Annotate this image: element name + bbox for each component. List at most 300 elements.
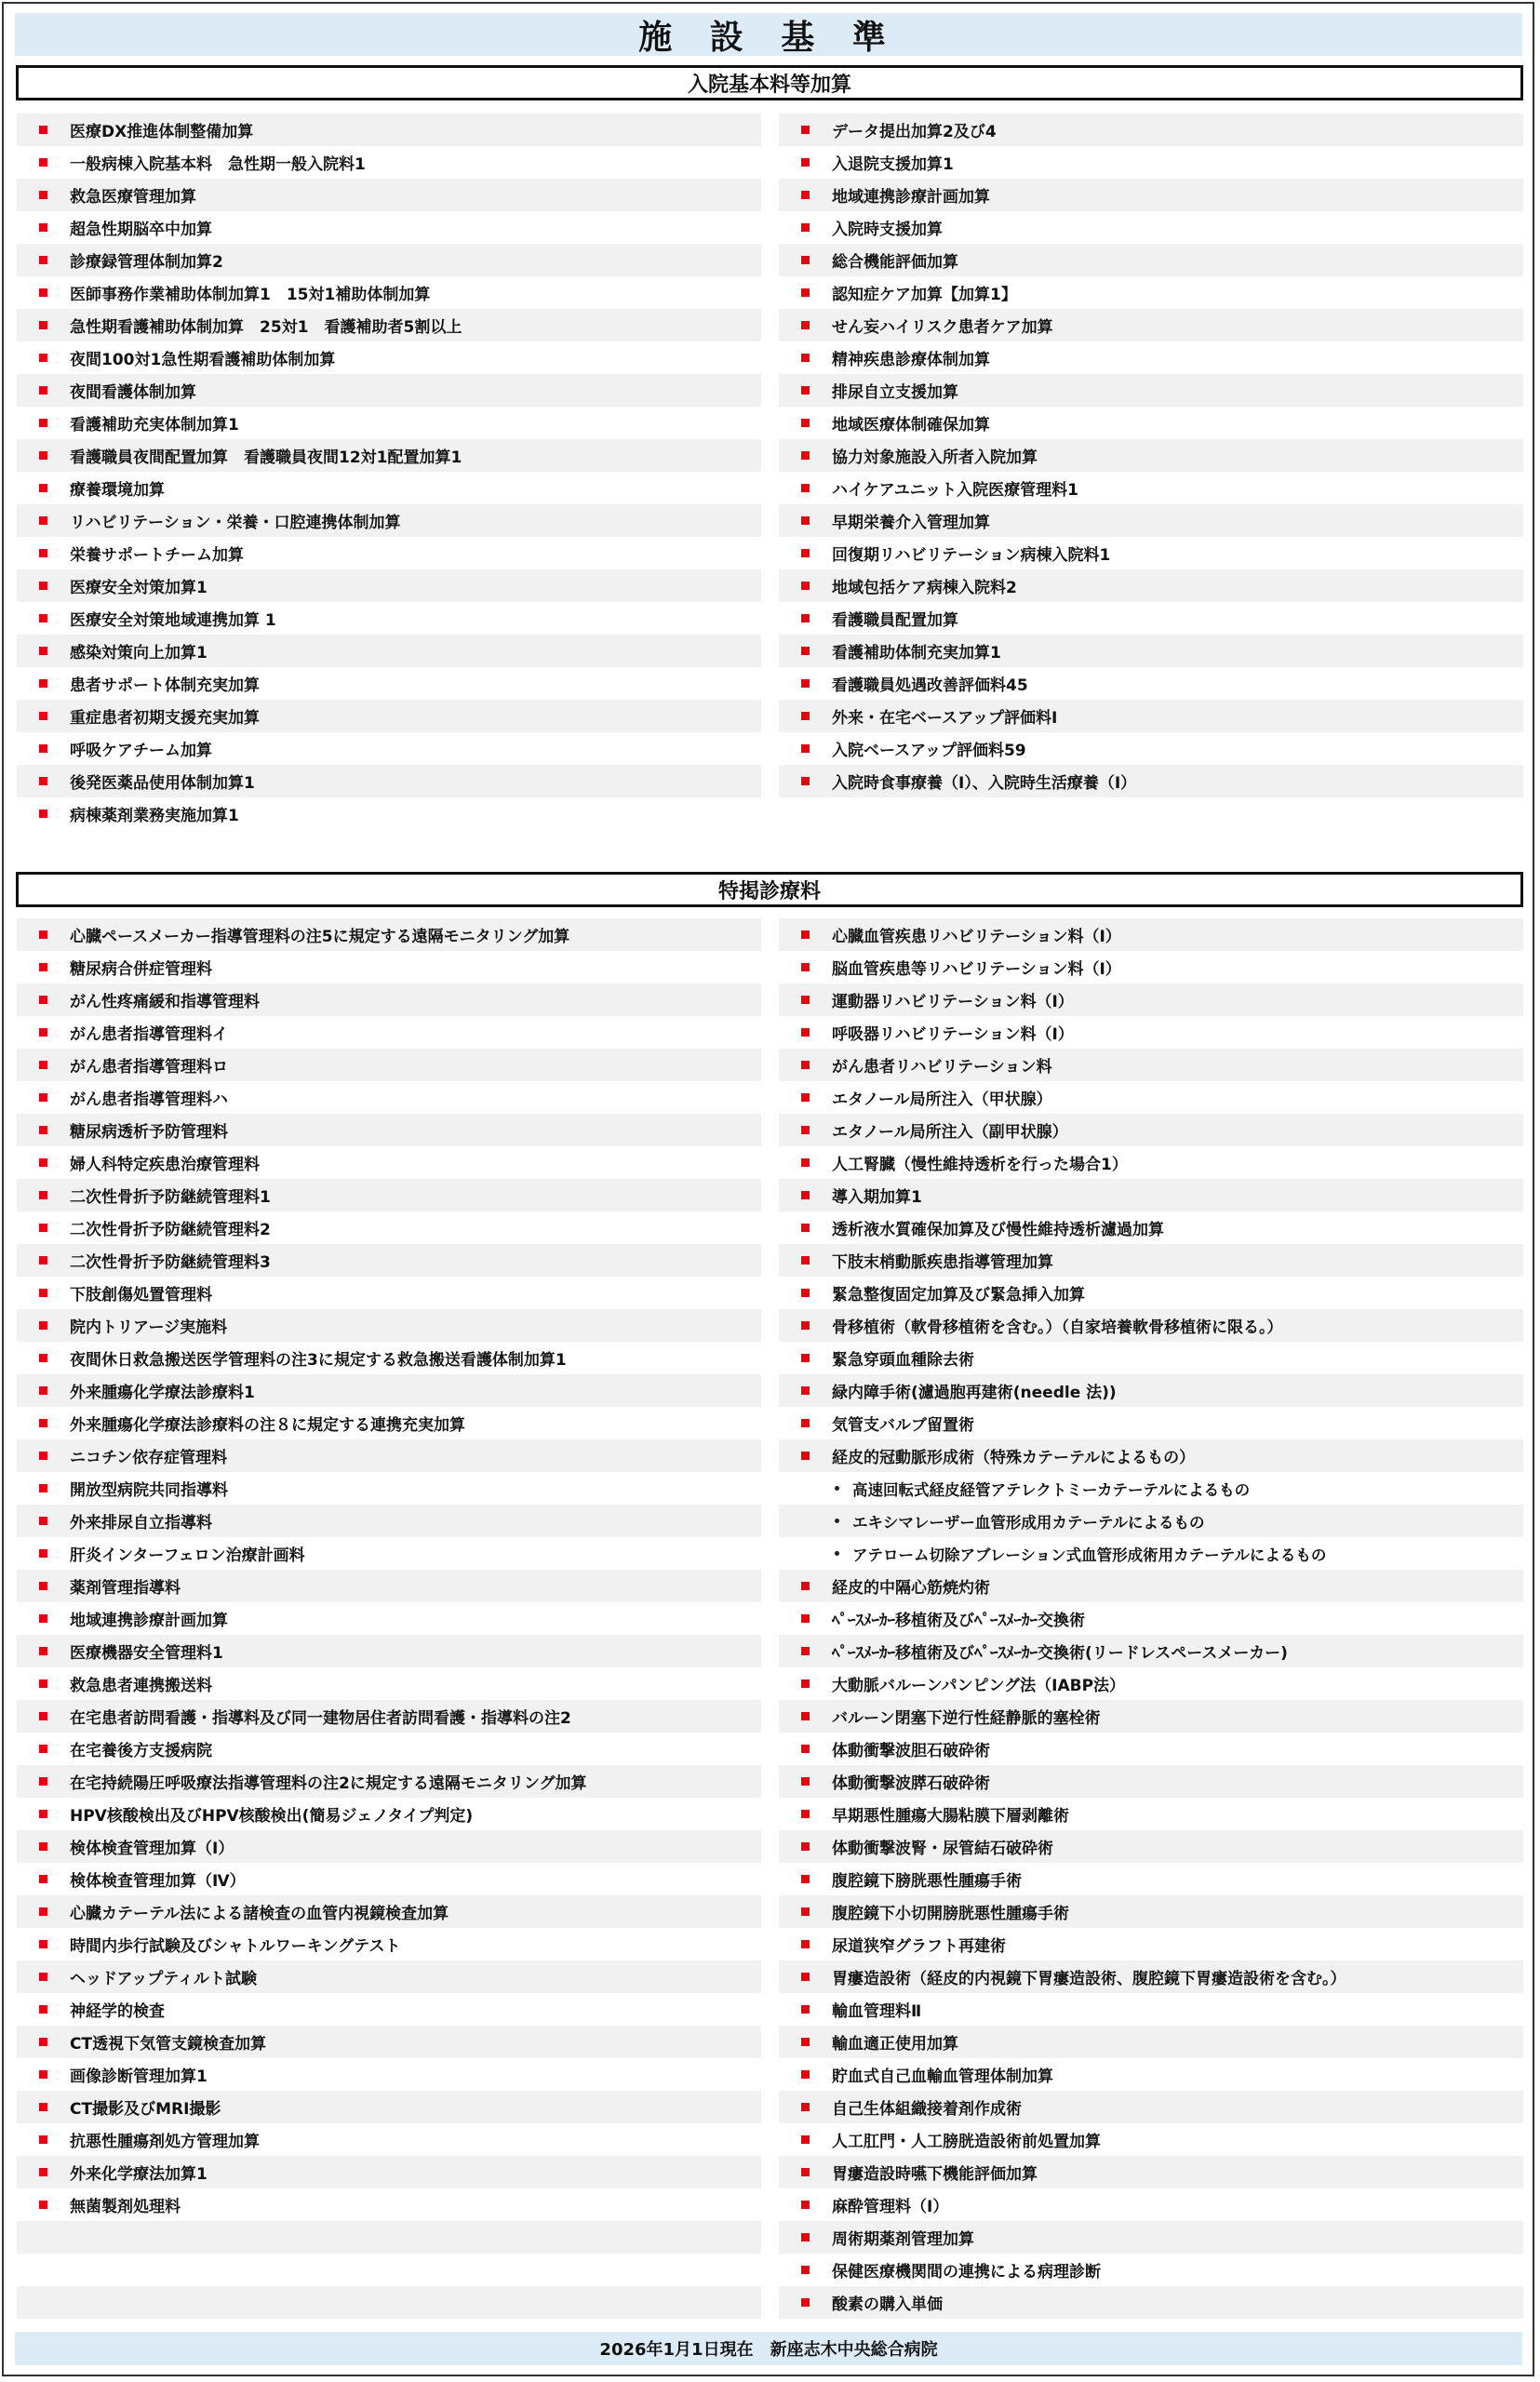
red-square-bullet-icon [39, 1419, 47, 1427]
list-item [779, 1765, 1523, 1798]
list-item [17, 2091, 761, 2123]
red-square-bullet-icon [801, 1647, 810, 1655]
list-item [779, 504, 1523, 537]
red-square-bullet-icon [39, 191, 47, 199]
red-square-bullet-icon [801, 1158, 810, 1167]
list-item [779, 2221, 1523, 2254]
list-item-text: CT透視下気管支鏡検査加算 [70, 2035, 267, 2054]
list-item-text: 自己生体組織接着剤作成術 [832, 2100, 1022, 2119]
list-item [779, 1374, 1523, 1407]
list-item-text: バルーン閉塞下逆行性経静脈的塞栓術 [832, 1709, 1101, 1728]
list-item [779, 1537, 1523, 1570]
list-item-text: がん患者指導管理料イ [70, 1025, 228, 1044]
list-item [779, 1309, 1523, 1342]
list-item-text: 経皮的中隔心筋焼灼術 [832, 1579, 990, 1598]
list-item [17, 1863, 761, 1895]
list-item-text: 一般病棟入院基本料 急性期一般入院料1 [70, 155, 366, 174]
red-square-bullet-icon [801, 712, 810, 720]
red-square-bullet-icon [39, 1940, 47, 1948]
list-item [779, 146, 1523, 179]
list-item-text: 薬剤管理指導料 [70, 1579, 181, 1598]
red-square-bullet-icon [39, 1712, 47, 1720]
red-square-bullet-icon [801, 1452, 810, 1460]
list-item [779, 1733, 1523, 1765]
list-item-text: 救急患者連携搬送料 [70, 1677, 212, 1695]
red-square-bullet-icon [801, 2266, 810, 2274]
red-square-bullet-icon [801, 1061, 810, 1069]
list-item-text: 体動衝撃波胆石破砕術 [832, 1742, 990, 1760]
list-item [17, 2123, 761, 2156]
red-square-bullet-icon [801, 1126, 810, 1134]
sub-bullet-dot-icon [835, 1519, 839, 1523]
red-square-bullet-icon [801, 1224, 810, 1232]
list-item-text: 検体検査管理加算（Ⅳ） [70, 1872, 246, 1891]
list-item [17, 2026, 761, 2058]
red-square-bullet-icon [801, 451, 810, 460]
list-item [17, 1179, 761, 1211]
list-item-text: 患者サポート体制充実加算 [70, 676, 260, 695]
list-item-text: 栄養サポートチーム加算 [70, 546, 244, 565]
list-item [17, 1374, 761, 1407]
list-item-text: 早期栄養介入管理加算 [832, 514, 990, 532]
list-item-text: 呼吸ケアチーム加算 [70, 742, 212, 760]
list-item [779, 918, 1523, 951]
list-item-text: 麻酔管理料（Ⅰ） [832, 2198, 949, 2216]
list-item-text: 夜間看護体制加算 [70, 383, 196, 402]
list-item [17, 1830, 761, 1863]
red-square-bullet-icon [39, 1777, 47, 1786]
list-item-text: 看護職員配置加算 [832, 611, 958, 630]
list-item-text: 高速回転式経皮経管アテレクトミーカテーテルによるもの [852, 1480, 1251, 1499]
red-square-bullet-icon [801, 386, 810, 395]
list-item [17, 1765, 761, 1798]
red-square-bullet-icon [801, 1386, 810, 1395]
list-item [779, 537, 1523, 569]
list-item [17, 1244, 761, 1277]
red-square-bullet-icon [801, 191, 810, 199]
red-square-bullet-icon [801, 321, 810, 329]
list-item [17, 309, 761, 341]
list-item-text: 急性期看護補助体制加算 25対1 看護補助者5割以上 [70, 318, 462, 337]
list-item-text: 精神疾患診療体制加算 [832, 351, 990, 369]
red-square-bullet-icon [801, 614, 810, 622]
list-item-text: 腹腔鏡下小切開膀胱悪性腫瘍手術 [832, 1905, 1069, 1923]
list-item [779, 1049, 1523, 1081]
red-square-bullet-icon [801, 647, 810, 655]
sub-bullet-dot-icon [835, 1486, 839, 1491]
red-square-bullet-icon [39, 1679, 47, 1688]
red-square-bullet-icon [39, 963, 47, 971]
list-item [17, 179, 761, 211]
list-item [17, 918, 761, 951]
list-item [17, 1928, 761, 1960]
list-item [779, 569, 1523, 602]
list-item [779, 2026, 1523, 2058]
list-item [779, 2123, 1523, 2156]
red-square-bullet-icon [39, 2005, 47, 2014]
red-square-bullet-icon [801, 223, 810, 232]
list-item [17, 700, 761, 732]
list-item-text: 検体検査管理加算（Ⅰ） [70, 1840, 234, 1858]
list-item-text: 開放型病院共同指導料 [70, 1481, 228, 1500]
red-square-bullet-icon [801, 484, 810, 492]
list-item [17, 1733, 761, 1765]
list-item-text: 心臓血管疾患リハビリテーション料（Ⅰ） [832, 928, 1121, 946]
red-square-bullet-icon [801, 1419, 810, 1427]
red-square-bullet-icon [801, 2103, 810, 2111]
list-item-text: がん患者リハビリテーション料 [832, 1058, 1052, 1077]
red-square-bullet-icon [39, 158, 47, 167]
list-item-text: 夜間100対1急性期看護補助体制加算 [70, 351, 336, 369]
list-item-text: 協力対象施設入所者入院加算 [832, 448, 1038, 467]
red-square-bullet-icon [39, 1549, 47, 1558]
red-square-bullet-icon [39, 1354, 47, 1362]
red-square-bullet-icon [801, 1093, 810, 1102]
list-item [17, 1016, 761, 1049]
list-item-text: 救急医療管理加算 [70, 188, 196, 207]
section-tokkei-left-list [17, 918, 761, 2319]
red-square-bullet-icon [801, 2135, 810, 2144]
list-item [779, 1211, 1523, 1244]
red-square-bullet-icon [39, 1321, 47, 1330]
red-square-bullet-icon [801, 288, 810, 297]
list-item-text: 透析液水質確保加算及び慢性維持透析濾過加算 [832, 1221, 1164, 1239]
list-item [779, 1081, 1523, 1114]
list-item-text: ﾍﾟｰｽﾒｰｶｰ移植術及びﾍﾟｰｽﾒｰｶｰ交換術 [832, 1612, 1085, 1630]
list-item [779, 1277, 1523, 1309]
red-square-bullet-icon [39, 1028, 47, 1037]
red-square-bullet-icon [39, 1061, 47, 1069]
red-square-bullet-icon [39, 256, 47, 264]
list-item-text: 下肢末梢動脈疾患指導管理加算 [832, 1253, 1053, 1272]
list-item [779, 2188, 1523, 2221]
list-item-text: 下肢創傷処置管理料 [70, 1286, 212, 1305]
list-item-text: 入院時支援加算 [832, 221, 943, 239]
list-item-text: 心臓ペースメーカー指導管理料の注5に規定する遠隔モニタリング加算 [70, 928, 570, 946]
red-square-bullet-icon [801, 126, 810, 134]
red-square-bullet-icon [39, 1191, 47, 1199]
red-square-bullet-icon [39, 2135, 47, 2144]
red-square-bullet-icon [39, 2103, 47, 2111]
red-square-bullet-icon [801, 1810, 810, 1818]
red-square-bullet-icon [801, 516, 810, 525]
list-item [17, 1277, 761, 1309]
list-item [17, 146, 761, 179]
list-item [779, 984, 1523, 1016]
list-item [779, 732, 1523, 765]
list-item [779, 2156, 1523, 2188]
list-item [17, 1049, 761, 1081]
list-item-text: 医療DX推進体制整備加算 [70, 123, 254, 141]
list-item [17, 1472, 761, 1505]
list-item-text: データ提出加算2及び4 [832, 123, 997, 141]
list-item-text: 二次性骨折予防継続管理料3 [70, 1253, 271, 1272]
list-item [779, 700, 1523, 732]
list-item [17, 1895, 761, 1928]
red-square-bullet-icon [39, 679, 47, 688]
red-square-bullet-icon [801, 2201, 810, 2209]
list-item [17, 1114, 761, 1146]
red-square-bullet-icon [801, 930, 810, 939]
list-item-text: 貯血式自己血輸血管理体制加算 [832, 2068, 1053, 2086]
list-item [779, 1505, 1523, 1537]
list-item-text: 看護職員夜間配置加算 看護職員夜間12対1配置加算1 [70, 448, 462, 467]
red-square-bullet-icon [39, 1614, 47, 1623]
list-item-text: 呼吸器リハビリテーション料（Ⅰ） [832, 1025, 1074, 1044]
list-item-text: 二次性骨折予防継続管理料1 [70, 1188, 271, 1207]
red-square-bullet-icon [39, 744, 47, 753]
red-square-bullet-icon [39, 2070, 47, 2079]
red-square-bullet-icon [39, 1224, 47, 1232]
list-item-text: 外来腫瘍化学療法診療料1 [70, 1384, 255, 1402]
red-square-bullet-icon [39, 1484, 47, 1492]
section-tokkei-right-list [779, 918, 1523, 2319]
list-item-text: 気管支バルブ留置術 [832, 1416, 974, 1435]
list-item-text: ﾍﾟｰｽﾒｰｶｰ移植術及びﾍﾟｰｽﾒｰｶｰ交換術(リードレスペースメーカー) [832, 1644, 1288, 1663]
list-item-text: 外来化学療法加算1 [70, 2165, 208, 2184]
list-item-text: 排尿自立支援加算 [832, 383, 958, 402]
list-item [17, 602, 761, 635]
list-item-text: 在宅持続陽圧呼吸療法指導管理料の注2に規定する遠隔モニタリング加算 [70, 1774, 587, 1793]
list-item [17, 1211, 761, 1244]
list-item-text: 医師事務作業補助体制加算1 15対1補助体制加算 [70, 286, 431, 304]
list-item [779, 1830, 1523, 1863]
list-item-text: 抗悪性腫瘍剤処方管理加算 [70, 2133, 260, 2151]
red-square-bullet-icon [801, 419, 810, 427]
list-item [779, 1016, 1523, 1049]
list-item-text: リハビリテーション・栄養・口腔連携体制加算 [70, 514, 401, 532]
red-square-bullet-icon [801, 777, 810, 785]
list-item-text: 早期悪性腫瘍大腸粘膜下層剥離術 [832, 1807, 1069, 1826]
list-item-text: 院内トリアージ実施料 [70, 1318, 228, 1337]
section-heading-tokkei: 特掲診療料 [16, 872, 1523, 907]
list-item-text: 総合機能評価加算 [832, 253, 958, 272]
red-square-bullet-icon [39, 712, 47, 720]
red-square-bullet-icon [801, 1973, 810, 1981]
list-item-text: ハイケアユニット入院医療管理料1 [832, 481, 1078, 500]
list-item-text: 導入期加算1 [832, 1188, 922, 1207]
red-square-bullet-icon [39, 1647, 47, 1655]
list-item [779, 211, 1523, 244]
list-item [779, 1439, 1523, 1472]
list-item [17, 1993, 761, 2026]
list-item-text: ヘッドアップティルト試験 [70, 1970, 257, 1988]
list-item-text: 肝炎インターフェロン治療計画料 [70, 1546, 305, 1565]
list-item-text: 輸血管理料Ⅱ [832, 2002, 922, 2021]
list-item [779, 309, 1523, 341]
list-item-text: 認知症ケア加算【加算1】 [832, 286, 1017, 304]
section-nyuin-left-list [17, 114, 761, 830]
list-item [17, 1635, 761, 1667]
red-square-bullet-icon [801, 1028, 810, 1037]
red-square-bullet-icon [39, 1973, 47, 1981]
list-item [779, 1863, 1523, 1895]
list-item-text: 胃瘻造設時嚥下機能評価加算 [832, 2165, 1038, 2184]
red-square-bullet-icon [39, 126, 47, 134]
list-item-text: 緑内障手術(濾過胞再建術(needle 法)) [832, 1384, 1117, 1402]
list-item-text: 尿道狭窄グラフト再建術 [832, 1937, 1006, 1956]
list-item [17, 341, 761, 374]
red-square-bullet-icon [801, 963, 810, 971]
list-item [17, 2188, 761, 2221]
list-item-empty [17, 2254, 761, 2286]
list-item-text: 入院ベースアップ評価料59 [832, 742, 1026, 760]
list-item-text: 心臓カテーテル法による諸検査の血管内視鏡検査加算 [70, 1905, 449, 1923]
red-square-bullet-icon [39, 1875, 47, 1883]
list-item-empty [17, 2221, 761, 2254]
list-item-text: 夜間休日救急搬送医学管理料の注3に規定する救急搬送看護体制加算1 [70, 1351, 567, 1370]
list-item-text: HPV核酸検出及びHPV核酸検出(簡易ジェノタイプ判定) [70, 1807, 474, 1826]
list-item-text: 診療録管理体制加算2 [70, 253, 223, 272]
red-square-bullet-icon [801, 2070, 810, 2079]
list-item [17, 276, 761, 309]
list-item-text: 地域包括ケア病棟入院料2 [832, 579, 1017, 597]
list-item [17, 1309, 761, 1342]
list-item-text: 酸素の購入単価 [832, 2295, 943, 2314]
list-item [17, 635, 761, 667]
list-item [779, 1667, 1523, 1700]
red-square-bullet-icon [39, 647, 47, 655]
red-square-bullet-icon [801, 2233, 810, 2241]
list-item [17, 2156, 761, 2188]
red-square-bullet-icon [39, 1289, 47, 1297]
red-square-bullet-icon [39, 386, 47, 395]
section-nyuin-right-list [779, 114, 1523, 797]
list-item [17, 504, 761, 537]
list-item [779, 341, 1523, 374]
list-item [17, 537, 761, 569]
red-square-bullet-icon [39, 777, 47, 785]
red-square-bullet-icon [801, 679, 810, 688]
sub-bullet-dot-icon [835, 1551, 839, 1556]
list-item [17, 797, 761, 830]
list-item [17, 569, 761, 602]
list-item [779, 1928, 1523, 1960]
list-item [779, 765, 1523, 797]
list-item-text: 運動器リハビリテーション料（Ⅰ） [832, 993, 1074, 1011]
red-square-bullet-icon [39, 321, 47, 329]
red-square-bullet-icon [801, 1191, 810, 1199]
list-item [17, 1570, 761, 1602]
red-square-bullet-icon [39, 1158, 47, 1167]
list-item-text: 骨移植術（軟骨移植術を含む。）（自家培養軟骨移植術に限る。） [832, 1318, 1283, 1337]
list-item [779, 2286, 1523, 2319]
list-item-text: 療養環境加算 [70, 481, 165, 500]
list-item [17, 732, 761, 765]
list-item-text: 超急性期脳卒中加算 [70, 221, 212, 239]
list-item-text: 緊急穿頭血種除去術 [832, 1351, 974, 1370]
red-square-bullet-icon [39, 288, 47, 297]
red-square-bullet-icon [801, 582, 810, 590]
red-square-bullet-icon [39, 516, 47, 525]
red-square-bullet-icon [801, 2005, 810, 2014]
list-item [17, 1439, 761, 1472]
red-square-bullet-icon [801, 996, 810, 1004]
list-item [17, 765, 761, 797]
list-item-text: 看護職員処遇改善評価料45 [832, 676, 1028, 695]
list-item [779, 407, 1523, 439]
list-item-text: ニコチン依存症管理料 [70, 1449, 228, 1467]
footer-date-hospital: 2026年1月1日現在 新座志木中央総合病院 [15, 2332, 1522, 2365]
list-item-text: 大動脈バルーンパンピング法（IABP法） [832, 1677, 1126, 1695]
list-item [779, 179, 1523, 211]
list-item-text: CT撮影及びMRI撮影 [70, 2100, 221, 2119]
red-square-bullet-icon [39, 549, 47, 557]
red-square-bullet-icon [801, 1321, 810, 1330]
red-square-bullet-icon [801, 2038, 810, 2046]
list-item [779, 1179, 1523, 1211]
list-item-text: 外来排尿自立指導料 [70, 1514, 212, 1532]
list-item [779, 1244, 1523, 1277]
list-item-text: 在宅養後方支援病院 [70, 1742, 212, 1760]
list-item [779, 374, 1523, 407]
list-item-text: 画像診断管理加算1 [70, 2068, 208, 2086]
list-item [17, 2058, 761, 2091]
list-item [17, 211, 761, 244]
list-item [17, 1700, 761, 1733]
list-item [17, 1342, 761, 1374]
list-item [779, 1472, 1523, 1505]
red-square-bullet-icon [801, 1712, 810, 1720]
list-item [779, 244, 1523, 276]
list-item-text: がん患者指導管理料ハ [70, 1091, 228, 1109]
red-square-bullet-icon [39, 930, 47, 939]
red-square-bullet-icon [39, 1517, 47, 1525]
page-title: 施 設 基 準 [15, 13, 1522, 56]
list-item-text: 腹腔鏡下膀胱悪性腫瘍手術 [832, 1872, 1022, 1891]
list-item [17, 244, 761, 276]
list-item [779, 1895, 1523, 1928]
list-item [17, 951, 761, 984]
list-item [17, 1798, 761, 1830]
list-item-text: 外来腫瘍化学療法診療料の注８に規定する連携充実加算 [70, 1416, 465, 1435]
red-square-bullet-icon [39, 223, 47, 232]
red-square-bullet-icon [39, 1745, 47, 1753]
red-square-bullet-icon [39, 419, 47, 427]
red-square-bullet-icon [39, 2168, 47, 2176]
list-item [779, 1342, 1523, 1374]
red-square-bullet-icon [801, 1777, 810, 1786]
list-item-text: 地域連携診療計画加算 [70, 1612, 228, 1630]
list-item [17, 439, 761, 472]
list-item-text: 医療安全対策加算1 [70, 579, 208, 597]
list-item [779, 1635, 1523, 1667]
list-item-text: エタノール局所注入（甲状腺） [832, 1091, 1052, 1109]
red-square-bullet-icon [801, 1256, 810, 1265]
list-item-text: 後発医薬品使用体制加算1 [70, 774, 255, 793]
list-item [17, 1537, 761, 1570]
list-item-text: アテローム切除アブレーション式血管形成術用カテーテルによるもの [852, 1546, 1327, 1564]
list-item [779, 635, 1523, 667]
list-item-text: 無菌製剤処理料 [70, 2198, 181, 2216]
list-item [17, 1667, 761, 1700]
red-square-bullet-icon [39, 1842, 47, 1851]
list-item-text: 周術期薬剤管理加算 [832, 2230, 974, 2249]
red-square-bullet-icon [801, 1354, 810, 1362]
red-square-bullet-icon [801, 2298, 810, 2307]
red-square-bullet-icon [801, 2168, 810, 2176]
red-square-bullet-icon [39, 2201, 47, 2209]
section-heading-nyuin: 入院基本料等加算 [16, 65, 1523, 100]
list-item-empty [17, 2286, 761, 2319]
red-square-bullet-icon [801, 256, 810, 264]
red-square-bullet-icon [39, 1256, 47, 1265]
red-square-bullet-icon [801, 1679, 810, 1688]
list-item [17, 114, 761, 146]
list-item [779, 667, 1523, 700]
list-item-text: 看護補助体制充実加算1 [832, 644, 1001, 662]
red-square-bullet-icon [801, 1875, 810, 1883]
